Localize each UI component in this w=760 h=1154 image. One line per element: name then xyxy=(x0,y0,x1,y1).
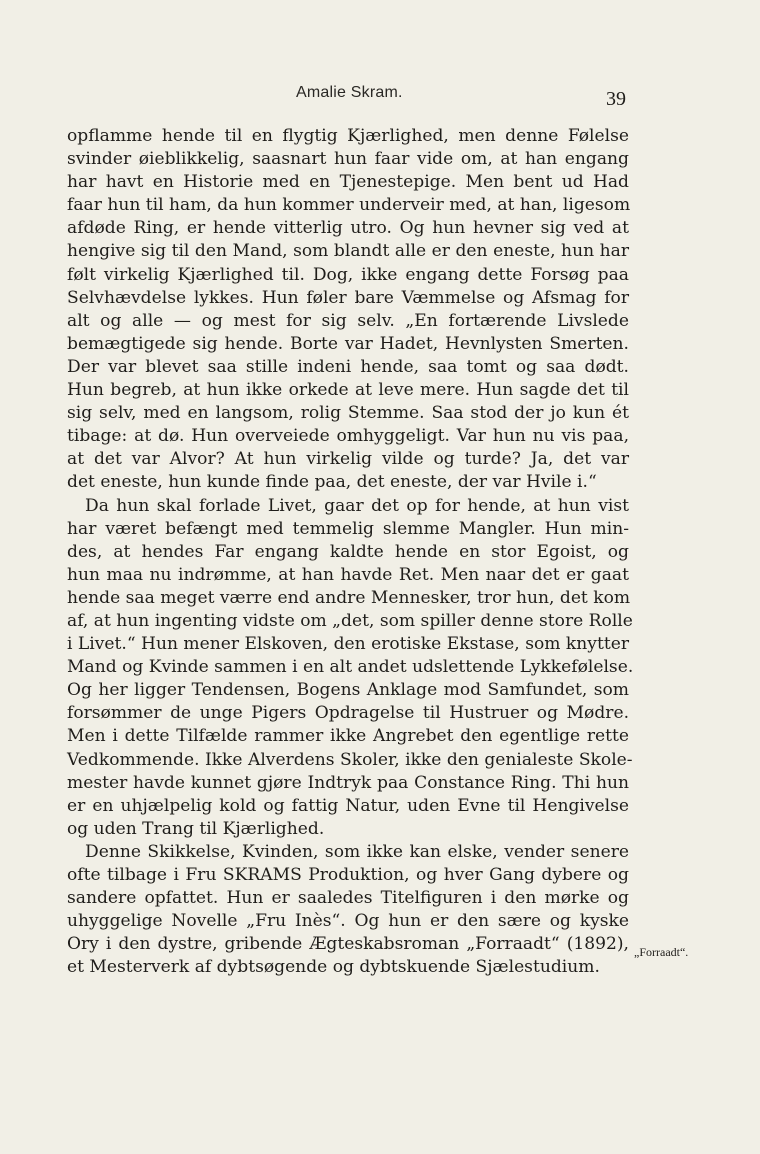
text-line: uhyggelige Novelle „Fru Inès“. Og hun er den sære og kyske xyxy=(67,911,629,932)
text-line: har været befængt med temmelig slemme Mangler. Hun min- xyxy=(67,518,629,539)
text-line: mester havde kunnet gjøre Indtryk paa Constance Ring. Thi hun xyxy=(67,772,629,793)
text-line: Selvhævdelse lykkes. Hun føler bare Væmmelse og Afsmag for xyxy=(67,287,629,308)
text-line: af, at hun ingenting vidste om „det, som spiller denne store Rolle xyxy=(67,610,633,631)
text-line: afdøde Ring, er hende vitterlig utro. Og hun hevner sig ved at xyxy=(67,218,629,239)
text-line: et Mesterverk af dybtsøgende og dybtskuende Sjælestudium. xyxy=(67,957,600,978)
text-line: tibage: at dø. Hun overveiede omhyggeligt. Var hun nu vis paa, xyxy=(67,426,629,447)
page-number: 39 xyxy=(606,88,626,110)
text-line: opflamme hende til en flygtig Kjærlighed, men denne Følelse xyxy=(67,126,629,146)
running-title: Amalie Skram. xyxy=(296,84,403,101)
text-line: og uden Trang til Kjærlighed. xyxy=(67,818,325,839)
text-line: Hun begreb, at hun ikke orkede at leve mere. Hun sagde det til xyxy=(67,380,629,401)
text-line: Der var blevet saa stille indeni hende, saa tomt og saa dødt. xyxy=(67,356,629,377)
text-line: i Livet.“ Hun mener Elskoven, den erotiske Ekstase, som knytter xyxy=(67,634,629,655)
text-line: Og her ligger Tendensen, Bogens Anklage mod Samfundet, som xyxy=(67,680,629,701)
text-line: hende saa meget værre end andre Mennesker, tror hun, det kom xyxy=(67,587,631,608)
margin-note: „Forraadt“. xyxy=(634,945,689,959)
text-line: des, at hendes Far engang kaldte hende en stor Egoist, og xyxy=(67,541,629,562)
text-line: hengive sig til den Mand, som blandt alle er den eneste, hun har xyxy=(67,241,629,262)
text-line: Denne Skikkelse, Kvinden, som ikke kan elske, vender senere xyxy=(85,841,629,862)
page-header xyxy=(0,84,760,108)
text-line: faar hun til ham, da hun kommer underveir med, at han, ligesom xyxy=(67,195,631,216)
text-line: bemægtigede sig hende. Borte var Hadet, Hevnlysten Smerten. xyxy=(67,333,629,354)
text-line: følt virkelig Kjærlighed til. Dog, ikke engang dette Forsøg paa xyxy=(67,264,629,285)
text-line: forsømmer de unge Pigers Opdragelse til Hustruer og Mødre. xyxy=(67,703,629,724)
text-line: Mand og Kvinde sammen i en alt andet udslettende Lykkefølelse. xyxy=(67,657,634,678)
text-line: sandere opfattet. Hun er saaledes Titelfiguren i den mørke og xyxy=(67,888,629,909)
text-line: alt og alle — og mest for sig selv. „En fortærende Livslede xyxy=(67,310,629,331)
text-line: hun maa nu indrømme, at han havde Ret. Men naar det er gaat xyxy=(67,564,629,585)
text-line: Men i dette Tilfælde rammer ikke Angrebet den egentlige rette xyxy=(67,726,629,747)
text-line: har havt en Historie med en Tjenestepige. Men bent ud Had xyxy=(67,172,629,193)
text-line: er en uhjælpelig kold og fattig Natur, uden Evne til Hengivelse xyxy=(67,795,629,816)
text-line: at det var Alvor? At hun virkelig vilde og turde? Ja, det var xyxy=(67,449,629,470)
text-line: Vedkommende. Ikke Alverdens Skoler, ikke den genialeste Skole- xyxy=(67,749,633,770)
text-line: Da hun skal forlade Livet, gaar det op for hende, at hun vist xyxy=(85,495,629,516)
text-line: sig selv, med en langsom, rolig Stemme. Saa stod der jo kun ét xyxy=(67,403,629,424)
text-line: det eneste, hun kunde finde paa, det eneste, der var Hvile i.“ xyxy=(67,472,597,493)
text-line: Ory i den dystre, gribende Ægteskabsroman „Forraadt“ (1892), xyxy=(67,934,629,955)
body-text xyxy=(67,125,634,979)
text-line: ofte tilbage i Fru SKRAMS Produktion, og hver Gang dybere og xyxy=(67,865,629,885)
text-line: svinder øieblikkelig, saasnart hun faar vide om, at han engang xyxy=(67,149,629,170)
